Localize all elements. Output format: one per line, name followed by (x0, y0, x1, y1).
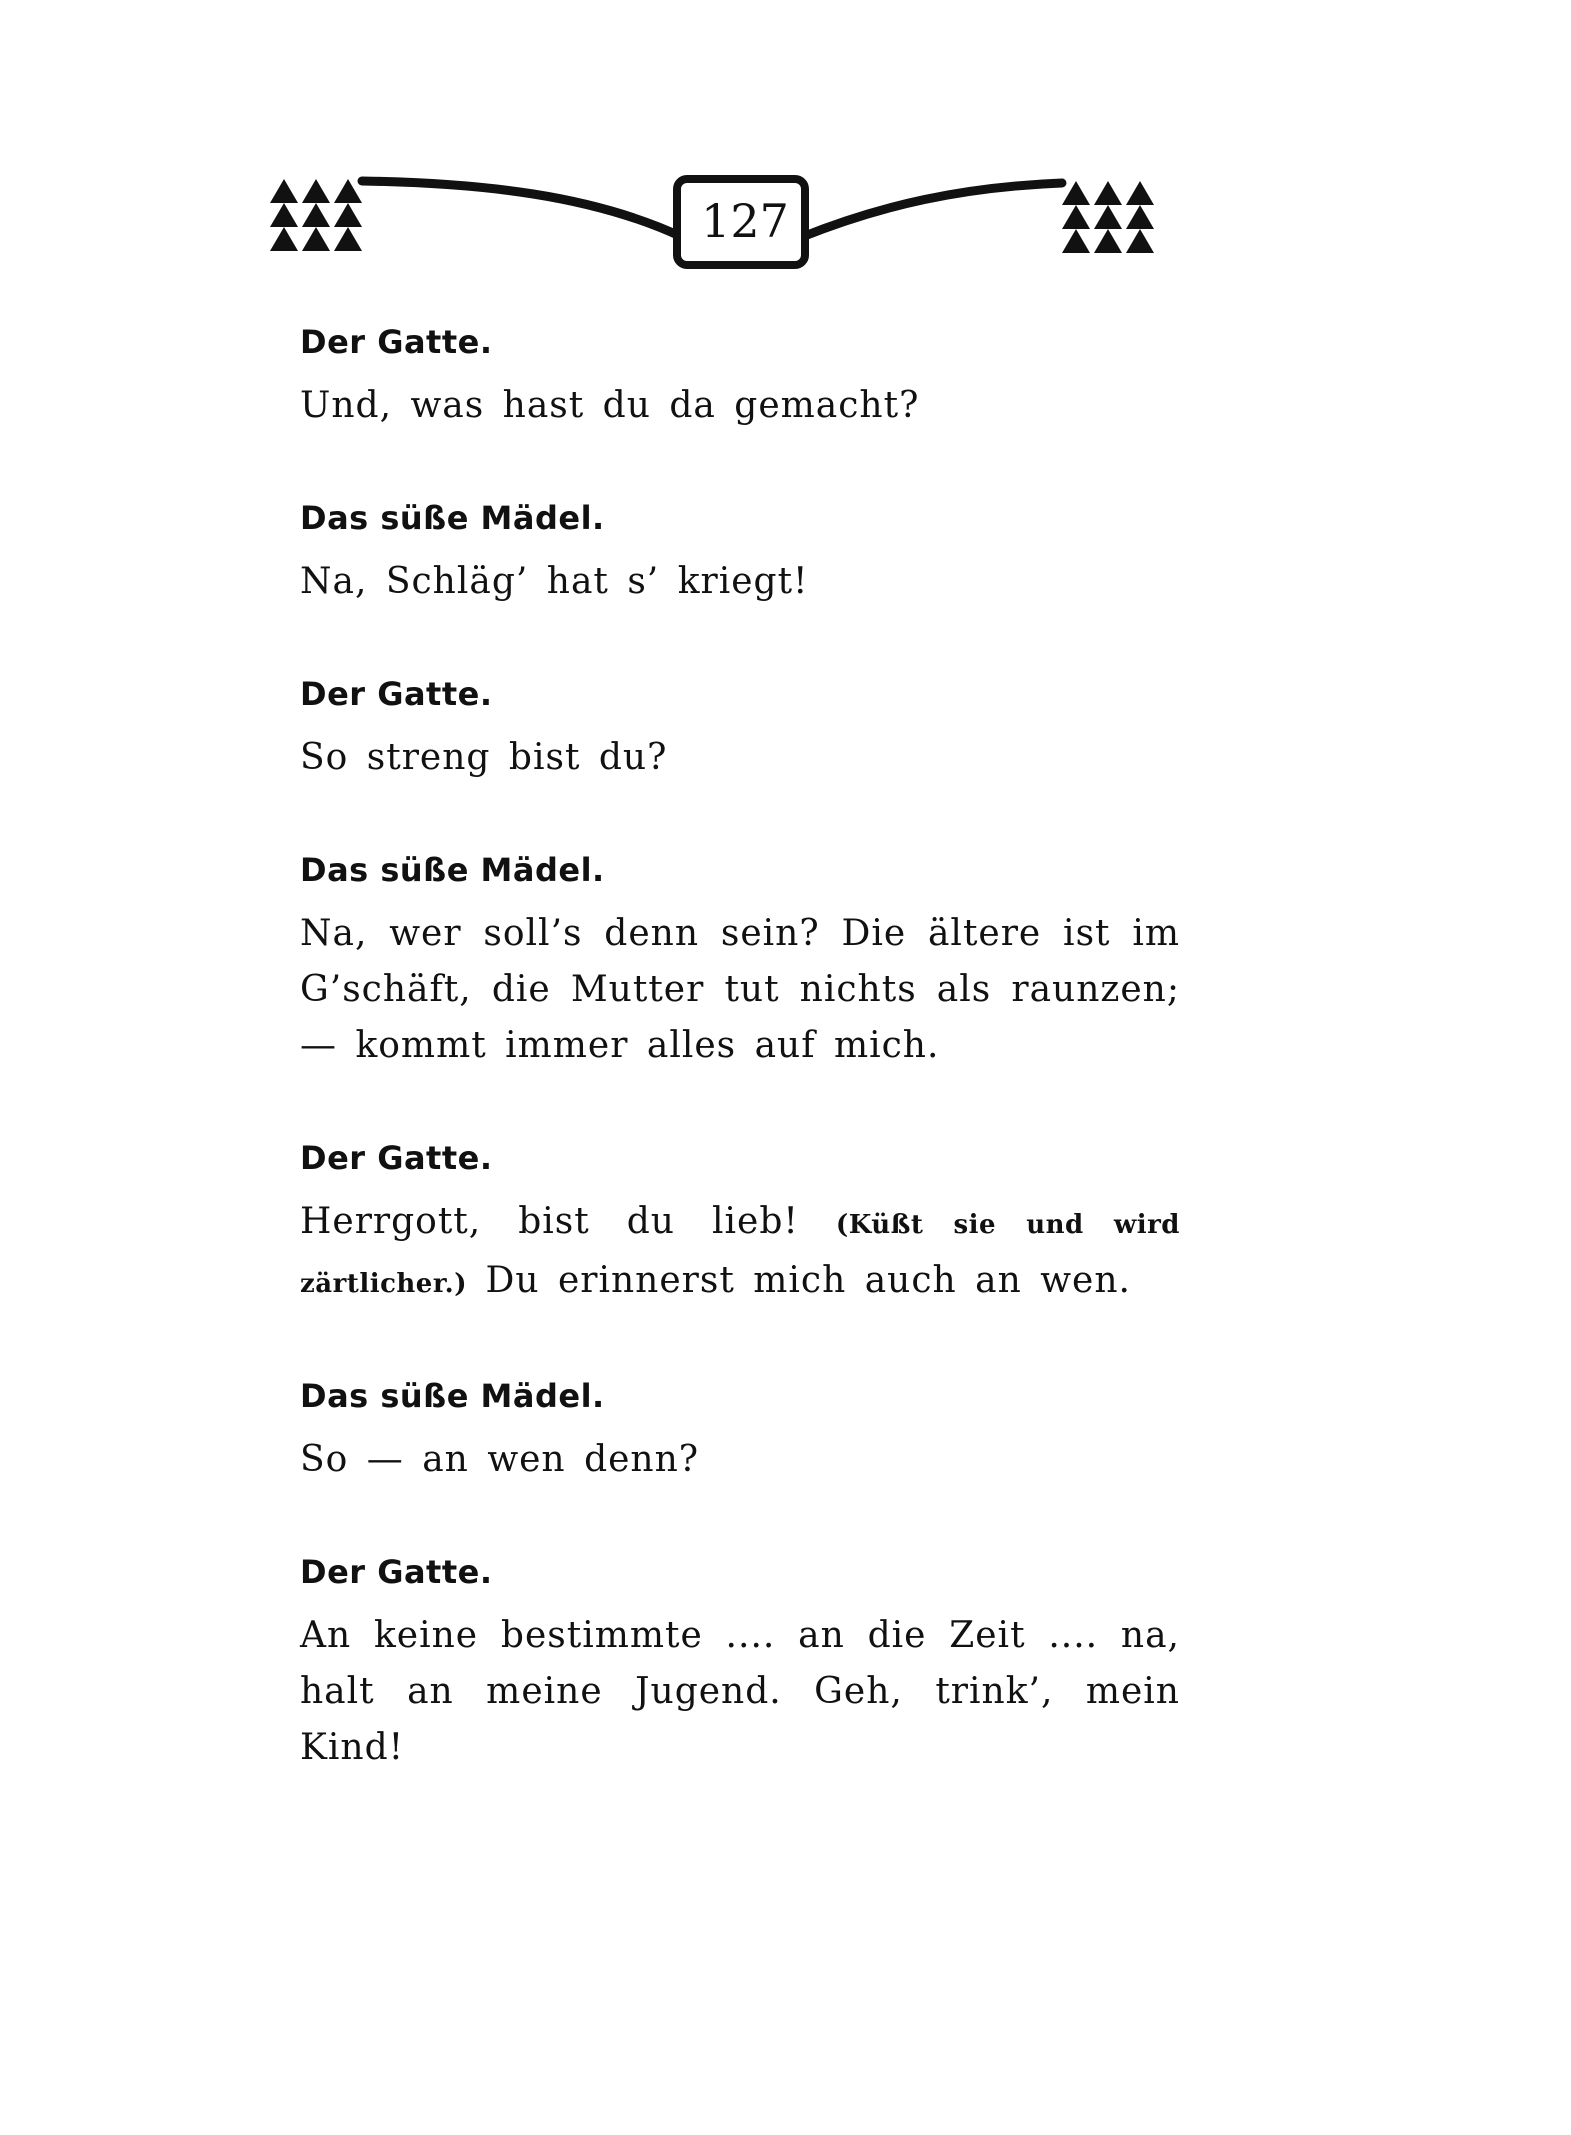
speaker-name: Der Gatte. (300, 1139, 493, 1177)
speaker-name: Der Gatte. (300, 323, 493, 361)
left-swoop-line (362, 181, 682, 237)
spoken-line: Na, Schläg’ hat s’ kriegt! (300, 561, 809, 602)
speaker-name: Der Gatte. (300, 1553, 493, 1591)
speaker-name: Das süße Mädel. (300, 1377, 605, 1415)
spoken-line-start: Herrgott, bist du lieb! (300, 1201, 799, 1242)
spoken-line: So streng bist du? (300, 737, 668, 778)
spoken-line: Und, was hast du da gemacht? (300, 385, 920, 426)
dialogue-block (300, 1374, 1180, 1488)
page-number: 127 (701, 194, 789, 248)
right-triangle-cluster (1062, 181, 1154, 253)
dialogue-block (300, 1550, 1180, 1776)
spoken-line: An keine bestimmte .... an die Zeit .... na, halt an meine Jugend. Geh, trink’, mein Kind! (300, 1615, 1180, 1768)
left-triangle-cluster (270, 179, 362, 251)
right-swoop-line (802, 183, 1062, 237)
stage-direction: (Küßt sie und wird zärtlicher.) (300, 1210, 1180, 1299)
dialogue-block (300, 672, 1180, 786)
spoken-line: So — an wen denn? (300, 1439, 700, 1480)
dialogue-block (300, 1136, 1180, 1312)
spoken-line: Na, wer soll’s denn sein? Die ältere ist im G’schäft, die Mutter tut nichts als raunzen; — kommt immer alles auf mich. (300, 913, 1180, 1066)
speaker-name: Das süße Mädel. (300, 499, 605, 537)
dialogue-block (300, 848, 1180, 1074)
spoken-line (300, 1194, 1180, 1312)
speaker-name: Der Gatte. (300, 675, 493, 713)
speaker-name: Das süße Mädel. (300, 851, 605, 889)
dialogue-block (300, 320, 1180, 434)
dialogue-column (300, 320, 1180, 1838)
dialogue-block (300, 496, 1180, 610)
spoken-line-end: Du erinnerst mich auch an wen. (485, 1260, 1131, 1301)
